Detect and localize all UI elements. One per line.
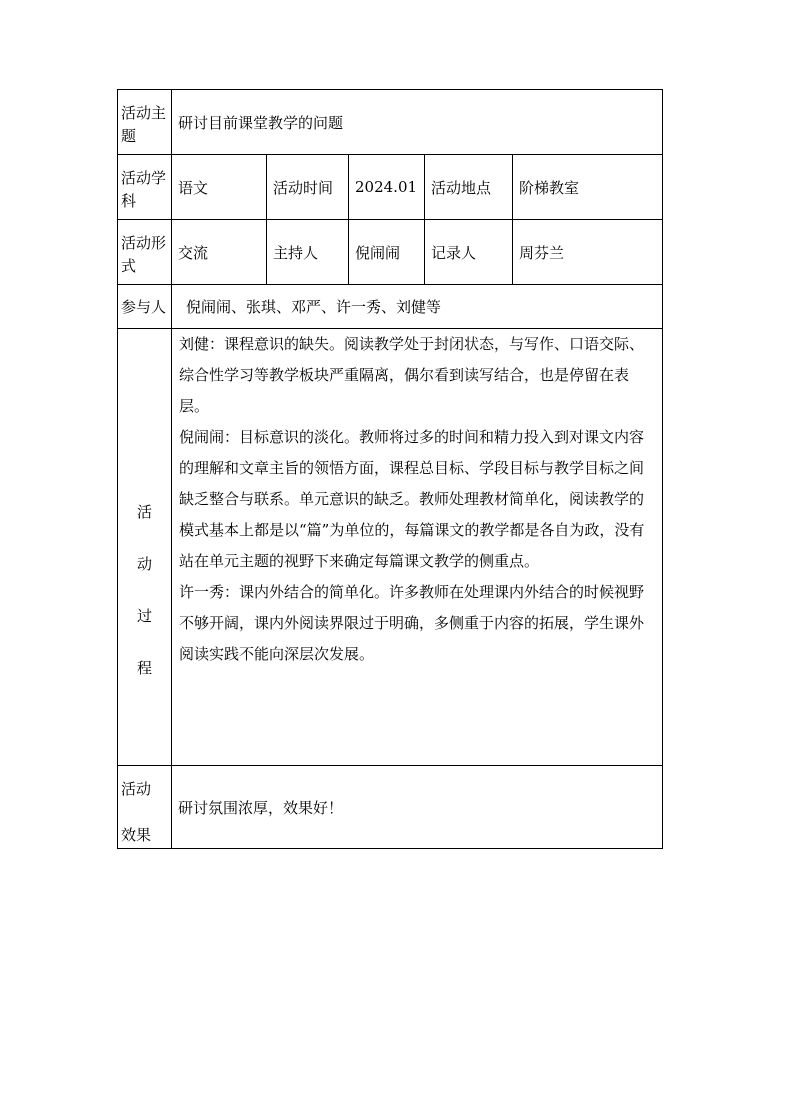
subject-label-line1: 活动学	[121, 169, 167, 187]
form-label-line2: 式	[121, 257, 137, 275]
participants-row	[118, 285, 663, 329]
participants-label: 参与人	[118, 285, 172, 329]
recorder-label: 记录人	[425, 220, 513, 285]
process-label-char: 动	[136, 555, 152, 573]
participants-value: 倪闹闹、张琪、邓严、许一秀、刘健等	[172, 285, 663, 329]
theme-label-line1: 活动主	[121, 104, 167, 122]
place-label: 活动地点	[425, 155, 513, 220]
subject-value: 语文	[172, 155, 267, 220]
process-label	[118, 329, 172, 766]
activity-record-sheet	[117, 89, 662, 849]
process-paragraph: 刘健：课程意识的缺失。阅读教学处于封闭状态，与写作、口语交际、综合性学习等教学板块严重隔离，偶尔看到读写结合，也是停留在表层。	[179, 335, 645, 415]
form-label-line1: 活动形	[121, 234, 167, 252]
form-value: 交流	[172, 220, 267, 285]
host-value: 倪闹闹	[349, 220, 425, 285]
place-value: 阶梯教室	[513, 155, 663, 220]
process-paragraph: 许一秀：课内外结合的简单化。许多教师在处理课内外结合的时候视野不够开阔，课内外阅读界限过于明确，多侧重于内容的拓展，学生课外阅读实践不能向深层次发展。	[179, 583, 645, 663]
theme-row	[118, 90, 663, 155]
effect-label-line2: 效果	[121, 826, 152, 844]
subject-row	[118, 155, 663, 220]
theme-value: 研讨目前课堂教学的问题	[172, 90, 663, 155]
form-row	[118, 220, 663, 285]
subject-label-line2: 科	[121, 192, 137, 210]
process-row	[118, 329, 663, 766]
process-paragraph: 倪闹闹：目标意识的淡化。教师将过多的时间和精力投入到对课文内容的理解和文章主旨的领悟方面，课程总目标、学段目标与教学目标之间缺乏整合与联系。单元意识的缺乏。教师处理教材简单化，阅读教学的模式基本上都是以“篇”为单位的，每篇课文的教学都是各自为政，没有站在单元主题的视野下来确定每篇课文教学的侧重点。	[179, 428, 645, 570]
process-label-char: 活	[136, 503, 152, 521]
effect-row	[118, 766, 663, 849]
host-label: 主持人	[267, 220, 349, 285]
subject-label	[118, 155, 172, 220]
effect-label	[118, 766, 172, 849]
effect-value: 研讨氛围浓厚，效果好！	[172, 766, 663, 849]
recorder-value: 周芬兰	[513, 220, 663, 285]
process-content	[172, 329, 663, 766]
effect-label-line1: 活动	[121, 780, 152, 798]
form-label	[118, 220, 172, 285]
theme-label-line2: 题	[121, 127, 137, 145]
process-label-char: 程	[136, 659, 152, 677]
time-label: 活动时间	[267, 155, 349, 220]
theme-label	[118, 90, 172, 155]
process-label-char: 过	[136, 607, 152, 625]
activity-record-table	[117, 89, 663, 849]
time-value: 2024.01	[349, 155, 425, 220]
